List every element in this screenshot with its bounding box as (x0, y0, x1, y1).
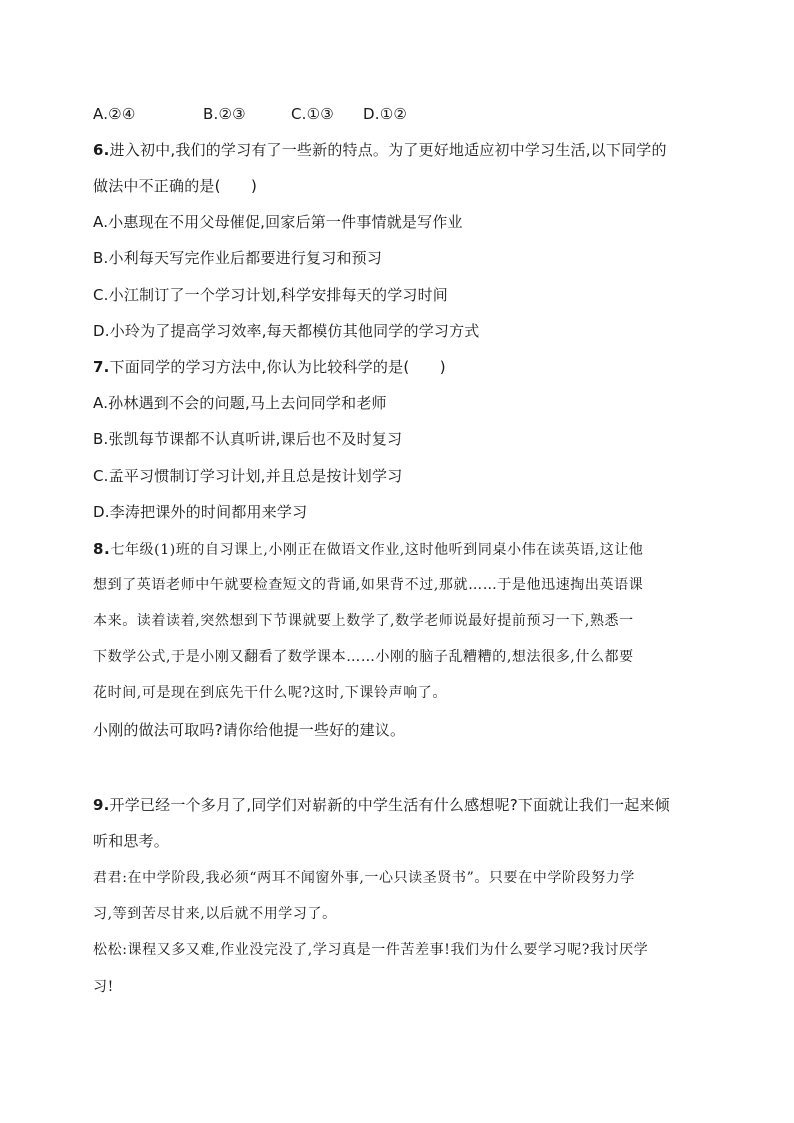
q9-stem-line2: 听和思考。 (93, 832, 170, 850)
q8-passage-line3: 本来。读着读着,突然想到下节课就要上数学了,数学老师说最好提前预习一下,熟悉一 (93, 613, 634, 629)
q8-passage-line4: 下数学公式,于是小刚又翻看了数学课本……小刚的脑子乱糟糟的,想法很多,什么都要 (93, 649, 634, 665)
q8-passage-line1: 8.七年级(1)班的自习课上,小刚正在做语文作业,这时他听到同桌小伟在读英语,这让他 (93, 540, 644, 558)
q5-option-b: B.②③ (203, 105, 246, 123)
q7-number: 7. (93, 358, 110, 376)
q9-junjun-line2: 习,等到苦尽甘来,以后就不用学习了。 (93, 906, 337, 922)
q5-option-d: D.①② (363, 105, 408, 123)
q7-option-b: B.张凯每节课都不认真听讲,课后也不及时复习 (93, 430, 403, 448)
q6-number: 6. (93, 141, 110, 159)
q6-stem-line1: 6.进入初中,我们的学习有了一些新的特点。为了更好地适应初中学习生活,以下同学的 (93, 141, 667, 159)
q9-number: 9. (93, 796, 110, 814)
q8-passage-line5: 花时间,可是现在到底先干什么呢?这时,下课铃声响了。 (93, 685, 448, 701)
q9-stem-line1: 9.开学已经一个多月了,同学们对崭新的中学生活有什么感想呢?下面就让我们一起来倾 (93, 796, 670, 814)
q5-option-a: A.②④ (93, 105, 136, 123)
q6-option-c: C.小江制订了一个学习计划,科学安排每天的学习时间 (93, 286, 449, 304)
q6-stem-line2: 做法中不正确的是( ) (93, 177, 258, 195)
q7-option-a: A.孙林遇到不会的问题,马上去问同学和老师 (93, 394, 387, 412)
q7-option-d: D.李涛把课外的时间都用来学习 (93, 503, 308, 521)
q9-songsong-line2: 习! (93, 979, 114, 995)
q9-junjun-line1: 君君:在中学阶段,我必须“两耳不闻窗外事,一心只读圣贤书”。只要在中学阶段努力学 (93, 870, 635, 886)
q6-option-b: B.小利每天写完作业后都要进行复习和预习 (93, 249, 383, 267)
q6-option-a: A.小惠现在不用父母催促,回家后第一件事情就是写作业 (93, 213, 463, 231)
q6-option-d: D.小玲为了提高学习效率,每天都模仿其他同学的学习方式 (93, 322, 480, 340)
q5-options (93, 103, 708, 125)
q5-option-c: C.①③ (291, 105, 334, 123)
q7-stem: 7.下面同学的学习方法中,你认为比较科学的是( ) (93, 358, 446, 376)
q7-option-c: C.孟平习惯制订学习计划,并且总是按计划学习 (93, 467, 403, 485)
q8-number: 8. (93, 540, 111, 558)
q8-passage-line2: 想到了英语老师中午就要检查短文的背诵,如果背不过,那就……于是他迅速掏出英语课 (93, 577, 644, 593)
q8-question: 小刚的做法可取吗?请你给他提一些好的建议。 (93, 721, 406, 739)
q9-songsong-line1: 松松:课程又多又难,作业没完没了,学习真是一件苦差事!我们为什么要学习呢?我讨厌学 (93, 942, 649, 958)
